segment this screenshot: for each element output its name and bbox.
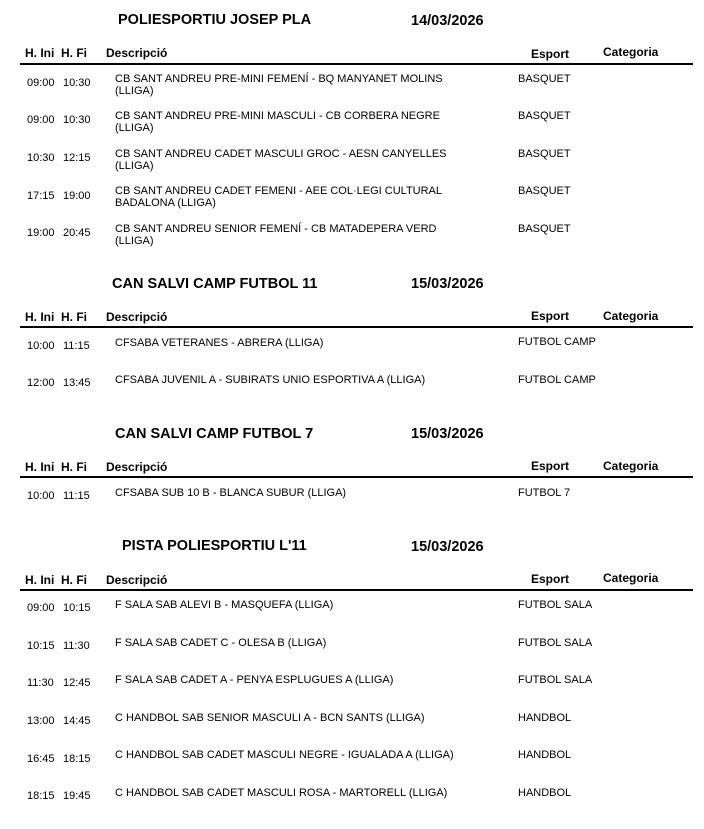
end-time: 12:15 bbox=[63, 152, 91, 164]
end-time: 19:45 bbox=[63, 790, 91, 802]
start-time: 11:30 bbox=[27, 677, 54, 689]
match-description: CFSABA JUVENIL A - SUBIRATS UNIO ESPORTIVA A (LLIGA) bbox=[115, 374, 426, 386]
start-time: 16:45 bbox=[27, 753, 55, 765]
sport: FUTBOL SALA bbox=[518, 674, 593, 686]
header-start-time: H. Ini bbox=[25, 460, 55, 474]
sport: HANDBOL bbox=[518, 712, 572, 724]
header-end-time: H. Fi bbox=[61, 46, 87, 60]
venue-date: 15/03/2026 bbox=[411, 426, 484, 442]
start-time: 17:15 bbox=[27, 190, 55, 202]
venue-date: 15/03/2026 bbox=[411, 276, 484, 292]
header-start-time: H. Ini bbox=[25, 310, 55, 324]
start-time: 10:15 bbox=[27, 640, 55, 652]
start-time: 09:00 bbox=[27, 77, 55, 89]
sport: FUTBOL SALA bbox=[518, 599, 593, 611]
start-time: 10:00 bbox=[27, 490, 55, 502]
header-divider bbox=[20, 589, 693, 591]
match-description: F SALA SAB CADET A - PENYA ESPLUGUES A (LLIGA) bbox=[115, 674, 394, 686]
end-time: 11:15 bbox=[63, 490, 90, 502]
match-description: C HANDBOL SAB CADET MASCULI NEGRE - IGUALADA A (LLIGA) bbox=[115, 749, 454, 761]
end-time: 10:30 bbox=[63, 114, 91, 126]
start-time: 09:00 bbox=[27, 114, 55, 126]
end-time: 14:45 bbox=[63, 715, 91, 727]
match-description: F SALA SAB ALEVI B - MASQUEFA (LLIGA) bbox=[115, 599, 334, 611]
match-description: CB SANT ANDREU PRE-MINI FEMENÍ - BQ MANYANET MOLINS (LLIGA) bbox=[115, 73, 443, 97]
header-divider bbox=[20, 476, 693, 478]
header-category: Categoria bbox=[603, 459, 659, 473]
start-time: 13:00 bbox=[27, 715, 55, 727]
header-start-time: H. Ini bbox=[25, 573, 55, 587]
venue-title: PISTA POLIESPORTIU L'11 bbox=[122, 538, 307, 554]
venue-date: 14/03/2026 bbox=[411, 13, 484, 29]
header-category: Categoria bbox=[603, 309, 659, 323]
match-description: F SALA SAB CADET C - OLESA B (LLIGA) bbox=[115, 637, 327, 649]
sport: FUTBOL CAMP bbox=[518, 374, 596, 386]
header-start-time: H. Ini bbox=[25, 46, 55, 60]
venue-title: POLIESPORTIU JOSEP PLA bbox=[118, 12, 312, 28]
header-description: Descripció bbox=[106, 460, 168, 474]
end-time: 10:15 bbox=[63, 602, 91, 614]
header-description: Descripció bbox=[106, 46, 168, 60]
match-description: CFSABA SUB 10 B - BLANCA SUBUR (LLIGA) bbox=[115, 487, 347, 499]
end-time: 11:30 bbox=[63, 640, 90, 652]
match-description: CB SANT ANDREU SENIOR FEMENÍ - CB MATADEPERA VERD (LLIGA) bbox=[115, 223, 437, 247]
end-time: 10:30 bbox=[63, 77, 91, 89]
match-description: C HANDBOL SAB SENIOR MASCULI A - BCN SANTS (LLIGA) bbox=[115, 712, 425, 724]
end-time: 20:45 bbox=[63, 227, 91, 239]
sport: BASQUET bbox=[518, 110, 571, 122]
sport: HANDBOL bbox=[518, 787, 572, 799]
sport: BASQUET bbox=[518, 73, 571, 85]
header-category: Categoria bbox=[603, 45, 659, 59]
header-divider bbox=[20, 63, 693, 65]
end-time: 11:15 bbox=[63, 340, 90, 352]
end-time: 18:15 bbox=[63, 753, 91, 765]
header-end-time: H. Fi bbox=[61, 460, 87, 474]
venue-date: 15/03/2026 bbox=[411, 539, 484, 555]
header-sport: Esport bbox=[531, 459, 570, 473]
venue-title: CAN SALVI CAMP FUTBOL 11 bbox=[112, 276, 318, 292]
sport: FUTBOL 7 bbox=[518, 487, 571, 499]
header-description: Descripció bbox=[106, 310, 168, 324]
start-time: 10:30 bbox=[27, 152, 55, 164]
sport: BASQUET bbox=[518, 185, 571, 197]
match-description: CB SANT ANDREU CADET MASCULI GROC - AESN CANYELLES (LLIGA) bbox=[115, 148, 447, 172]
match-description: CB SANT ANDREU PRE-MINI MASCULI - CB CORBERA NEGRE (LLIGA) bbox=[115, 110, 440, 134]
header-sport: Esport bbox=[531, 47, 570, 61]
start-time: 12:00 bbox=[27, 377, 55, 389]
sport: BASQUET bbox=[518, 223, 571, 235]
end-time: 13:45 bbox=[63, 377, 91, 389]
sport: BASQUET bbox=[518, 148, 571, 160]
header-sport: Esport bbox=[531, 309, 570, 323]
match-description: C HANDBOL SAB CADET MASCULI ROSA - MARTORELL (LLIGA) bbox=[115, 787, 448, 799]
header-sport: Esport bbox=[531, 572, 570, 586]
start-time: 18:15 bbox=[27, 790, 55, 802]
header-category: Categoria bbox=[603, 571, 659, 585]
end-time: 19:00 bbox=[63, 190, 91, 202]
match-description: CB SANT ANDREU CADET FEMENI - AEE COL·LEGI CULTURAL BADALONA (LLIGA) bbox=[115, 185, 442, 209]
start-time: 09:00 bbox=[27, 602, 55, 614]
header-end-time: H. Fi bbox=[61, 573, 87, 587]
sport: FUTBOL CAMP bbox=[518, 336, 596, 348]
sport: HANDBOL bbox=[518, 749, 572, 761]
match-description: CFSABA VETERANES - ABRERA (LLIGA) bbox=[115, 337, 324, 349]
sport: FUTBOL SALA bbox=[518, 637, 593, 649]
header-divider bbox=[20, 326, 693, 328]
header-description: Descripció bbox=[106, 573, 168, 587]
start-time: 19:00 bbox=[27, 227, 55, 239]
end-time: 12:45 bbox=[63, 677, 91, 689]
venue-title: CAN SALVI CAMP FUTBOL 7 bbox=[115, 426, 314, 442]
header-end-time: H. Fi bbox=[61, 310, 87, 324]
start-time: 10:00 bbox=[27, 340, 55, 352]
